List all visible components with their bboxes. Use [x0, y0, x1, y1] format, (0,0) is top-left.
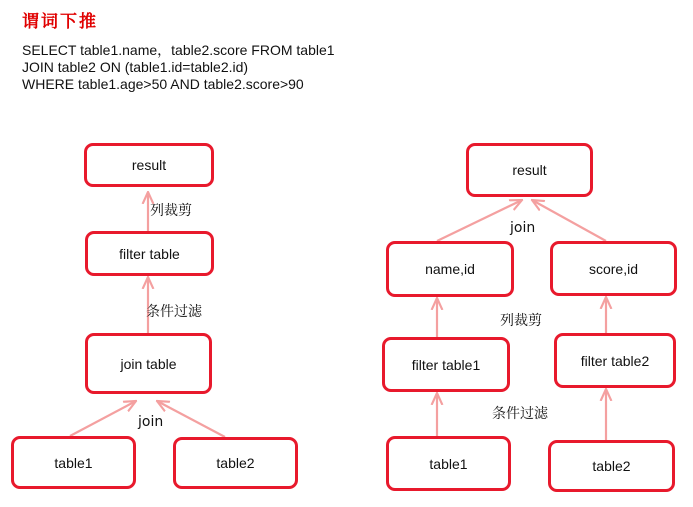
right-nameid-node: [386, 241, 514, 297]
right-result-label: result: [512, 162, 547, 178]
right-filter2-node: [554, 333, 676, 388]
right-scoreid-label: score,id: [588, 260, 639, 277]
left-filter-label: filter table: [119, 245, 180, 262]
right-nameid-label: name,id: [425, 261, 475, 277]
right-table1-label: table1: [429, 455, 468, 472]
left-result-label: result: [131, 157, 167, 173]
right-scoreid-node: [550, 241, 677, 296]
right-filter2-label: filter table2: [580, 352, 650, 369]
sql-line-select: SELECT table1.name，table2.score FROM table1: [22, 42, 335, 58]
left-result-node: [84, 143, 214, 187]
right-filter1-node: [382, 337, 510, 392]
right-prune-label: 列裁剪: [500, 313, 542, 329]
left-table2-node: [173, 437, 298, 489]
left-join-label: join table: [120, 355, 177, 372]
right-table2-node: [548, 440, 675, 492]
right-result-node: [466, 143, 593, 197]
left-prune-label: 列裁剪: [150, 203, 192, 219]
left-join-node: [85, 333, 212, 394]
edge-left-table1-join: [70, 401, 136, 436]
left-table1-node: [11, 436, 136, 489]
left-filter-condition-label: 条件过滤: [146, 304, 202, 320]
left-table1-label: table1: [54, 454, 93, 471]
sql-line-where: WHERE table1.age>50 AND table2.score>90: [22, 76, 304, 92]
right-table1-node: [386, 436, 511, 491]
page-title: 谓词下推: [22, 12, 98, 32]
edge-right-scoreid-result: [532, 200, 606, 241]
right-filter1-label: filter table1: [411, 356, 481, 373]
left-join-edge-label: join: [138, 414, 164, 430]
sql-line-join: JOIN table2 ON (table1.id=table2.id): [22, 59, 249, 75]
left-filter-node: [85, 231, 214, 276]
right-table2-label: table2: [592, 458, 631, 474]
right-filter-condition-label: 条件过滤: [492, 406, 548, 422]
right-join-edge-label: join: [510, 220, 536, 236]
left-table2-label: table2: [216, 455, 255, 471]
edge-left-table2-join: [157, 401, 225, 437]
